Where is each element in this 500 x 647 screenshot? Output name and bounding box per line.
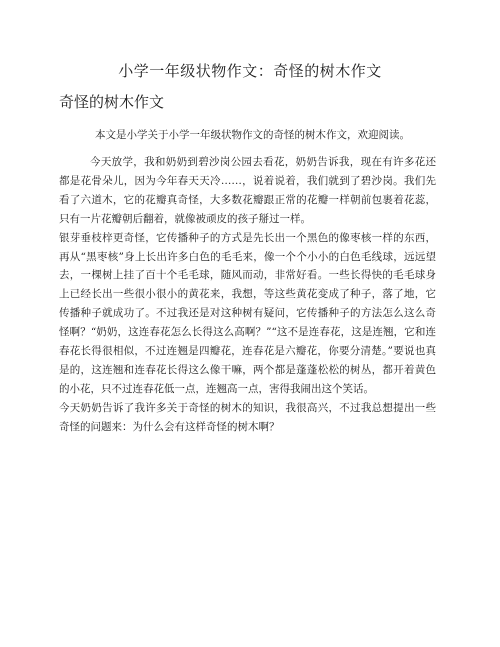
document-title: 小学一年级状物作文：奇怪的树木作文 [118, 62, 382, 80]
essay-paragraph: 今天放学，我和奶奶到碧沙岗公园去看花，奶奶告诉我，现在有许多花还都是花骨朵儿，因为今年春天天冷……，说着说着，我们就到了碧沙岗。我们先看了六道木，它的花瓣真奇怪，大多数花瓣跟正常的花瓣一样朝前包裹着花蕊，只有一片花瓣朝后翻着，就像被顽皮的孩子掰过一样。 [59, 156, 436, 225]
essay-paragraph: 今天奶奶告诉了我许多关于奇怪的树木的知识，我很高兴，不过我总想提出一些奇怪的问题来：为什么会有这样奇怪的树木啊？ [59, 401, 436, 433]
intro-text: 本文是小学关于小学一年级状物作文的奇怪的树木作文，欢迎阅读。 [95, 129, 410, 141]
essay-title: 奇怪的树木作文 [59, 93, 165, 111]
essay-body [59, 153, 436, 437]
essay-paragraph: 银芽垂枝梓更奇怪，它传播种子的方式是先长出一个黑色的像枣核一样的东西，再从“黑枣核”身上长出许多白色的毛毛来，像一个个小小的白色毛线球，远远望去，一棵树上挂了百十个毛毛球，随风而动，非常好看。一些长得快的毛毛球身上已经长出一些很小很小的黄花来，我想，等这些黄花变成了种子，落了地，它传播种子就成功了。不过我还是对这种树有疑问，它传播种子的方法怎么这么奇怪啊？“奶奶，这连春花怎么长得这么高啊？”“这不是连春花，这是连翘，它和连春花长得很相似，不过连翘是四瓣花，连春花是六瓣花，你要分清楚。”要说也真是的，这连翘和连春花长得这么像干嘛，两个都是蓬蓬松松的树丛，都开着黄色的小花，只不过连春花低一点，连翘高一点，害得我闹出这个笑话。 [59, 231, 436, 395]
